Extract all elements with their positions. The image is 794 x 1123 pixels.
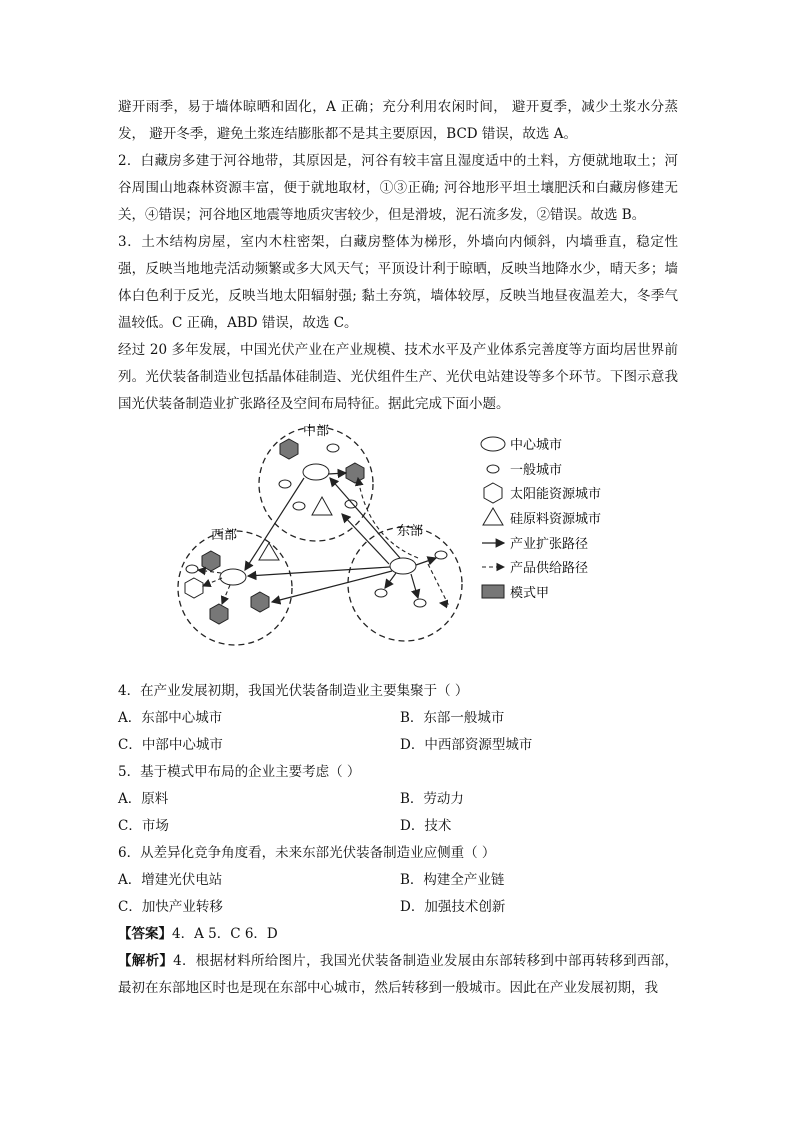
general-city-icon [327, 444, 339, 452]
solar-city-icon [202, 551, 220, 571]
expansion-path-east-local [416, 558, 436, 565]
question-4 [118, 678, 678, 759]
region-label-west: 西部 [210, 528, 238, 543]
supply-path-west-local [222, 585, 230, 604]
question-stem: 5．基于模式甲布局的企业主要考虑（ ） [118, 764, 361, 780]
supply-path-east-central [358, 478, 418, 558]
supply-path-east-local [428, 564, 448, 604]
legend-center-city-label: 中心城市 [510, 438, 563, 453]
legend-solar-city-label: 太阳能资源城市 [510, 487, 602, 502]
general-city-icon [375, 589, 387, 597]
analysis-paragraph [118, 948, 678, 1002]
document-page [118, 94, 678, 1002]
question-stem: 4．在产业发展初期，我国光伏装备制造业主要集聚于（ ） [118, 683, 469, 699]
expansion-path-central-local [328, 473, 346, 474]
option-d: D．中西部资源型城市 [400, 737, 533, 753]
region-label-east: 东部 [396, 524, 424, 539]
legend-supply-label: 产品供给路径 [510, 561, 589, 576]
expansion-path-east-local [411, 574, 418, 598]
legend-center-city-icon [481, 437, 505, 451]
solar-city-icon [251, 592, 269, 612]
legend-mode-a-icon [482, 585, 504, 598]
east-center-city-icon [390, 558, 416, 574]
paragraph-answer-1: 避开雨季，易于墙体晾晒和固化，A 正确；充分利用农闲时间， 避开夏季，减少土浆水分蒸发， 避开冬季，避免土浆连结膨胀都不是其主要原因，BCD 错误，故选 A。 [118, 99, 678, 142]
analysis-label: 【解析】 [118, 953, 174, 969]
answer-line [118, 921, 678, 948]
legend-general-city-label: 一般城市 [510, 463, 563, 478]
west-center-city-icon [220, 569, 246, 585]
solar-city-icon [346, 463, 364, 483]
expansion-path-east-local [385, 573, 396, 588]
region-label-central: 中部 [302, 424, 330, 439]
option-d: D．加强技术创新 [400, 899, 506, 915]
central-center-city-icon [303, 464, 329, 480]
legend-general-city-icon [487, 465, 499, 473]
paragraph-answer-3: 3．土木结构房屋，室内木柱密架，白藏房整体为梯形，外墙向内倾斜，内墙垂直，稳定性强，反映当地地壳活动频繁或多大风天气；平顶设计利于晾晒，反映当地降水少，晴天多；墙体白色利于反光，反映当地太阳辐射强; 黏土夯筑，墙体较厚，反映当地昼夜温差大，冬季气温较低。C 正确，ABD 错误，故选 C。 [118, 234, 678, 331]
paragraph-material: 经过 20 多年发展，中国光伏产业在产业规模、技术水平及产业体系完善度等方面均居世界前列。光伏装备制造业包括晶体硅制造、光伏组件生产、光伏电站建设等多个环节。下图示意我国光伏装备制造业扩张路径及空间布局特征。据此完成下面小题。 [118, 342, 678, 412]
legend-silicon-city-icon [483, 508, 503, 525]
legend-expansion-label: 产业扩张路径 [510, 537, 589, 552]
diagram-svg [118, 418, 678, 678]
legend-silicon-city-label: 硅原料资源城市 [510, 512, 602, 527]
option-a: A．增建光伏电站 [118, 872, 223, 888]
option-d: D．技术 [400, 818, 452, 834]
answer-label: 【答案】 [118, 926, 172, 942]
general-city-icon [435, 551, 447, 559]
option-a: A．东部中心城市 [118, 710, 223, 726]
general-city-icon [279, 480, 291, 488]
solar-city-icon [185, 578, 203, 598]
expansion-path-east-central [342, 514, 389, 564]
question-6 [118, 840, 678, 921]
pv-expansion-diagram [118, 418, 678, 678]
option-c: C．加快产业转移 [118, 899, 223, 915]
question-5 [118, 759, 678, 840]
east-region-circle [348, 527, 462, 641]
option-c: C．市场 [118, 818, 169, 834]
option-b: B．东部一般城市 [400, 710, 505, 726]
solar-city-icon [210, 604, 228, 624]
central-region-circle [259, 427, 373, 541]
option-a: A．原料 [118, 791, 169, 807]
analysis-text: 4．根据材料所给图片，我国光伏装备制造业发展由东部转移到中部再转移到西部，最初在东部地区时也是现在东部中心城市，然后转移到一般城市。因此在产业发展初期，我 [118, 953, 678, 996]
supply-path-west-local [203, 578, 222, 586]
answer-text: 4．A 5．C 6．D [172, 926, 278, 942]
general-city-icon [186, 565, 198, 573]
option-c: C．中部中心城市 [118, 737, 223, 753]
general-city-icon [414, 599, 426, 607]
silicon-city-icon [259, 543, 279, 560]
option-b: B．劳动力 [400, 791, 464, 807]
silicon-city-icon [312, 497, 332, 515]
expansion-path-east-west [248, 567, 390, 576]
general-city-icon [293, 502, 305, 510]
question-stem: 6．从差异化竞争角度看，未来东部光伏装备制造业应侧重（ ） [118, 845, 496, 861]
option-b: B．构建全产业链 [400, 872, 505, 888]
legend-mode-a-label: 模式甲 [510, 586, 550, 601]
solar-city-icon [280, 439, 298, 459]
legend-solar-city-icon [484, 483, 502, 503]
paragraph-answer-2: 2．白藏房多建于河谷地带，其原因是，河谷有较丰富且湿度适中的土料，方便就地取土；河谷周围山地森林资源丰富，便于就地取材，①③正确; 河谷地形平坦土壤肥沃和白藏房修建无关，④错误；河谷地区地震等地质灾害较少，但是滑坡，泥石流多发，②错误。故选 B。 [118, 153, 678, 223]
expansion-path-east-central [330, 478, 400, 558]
